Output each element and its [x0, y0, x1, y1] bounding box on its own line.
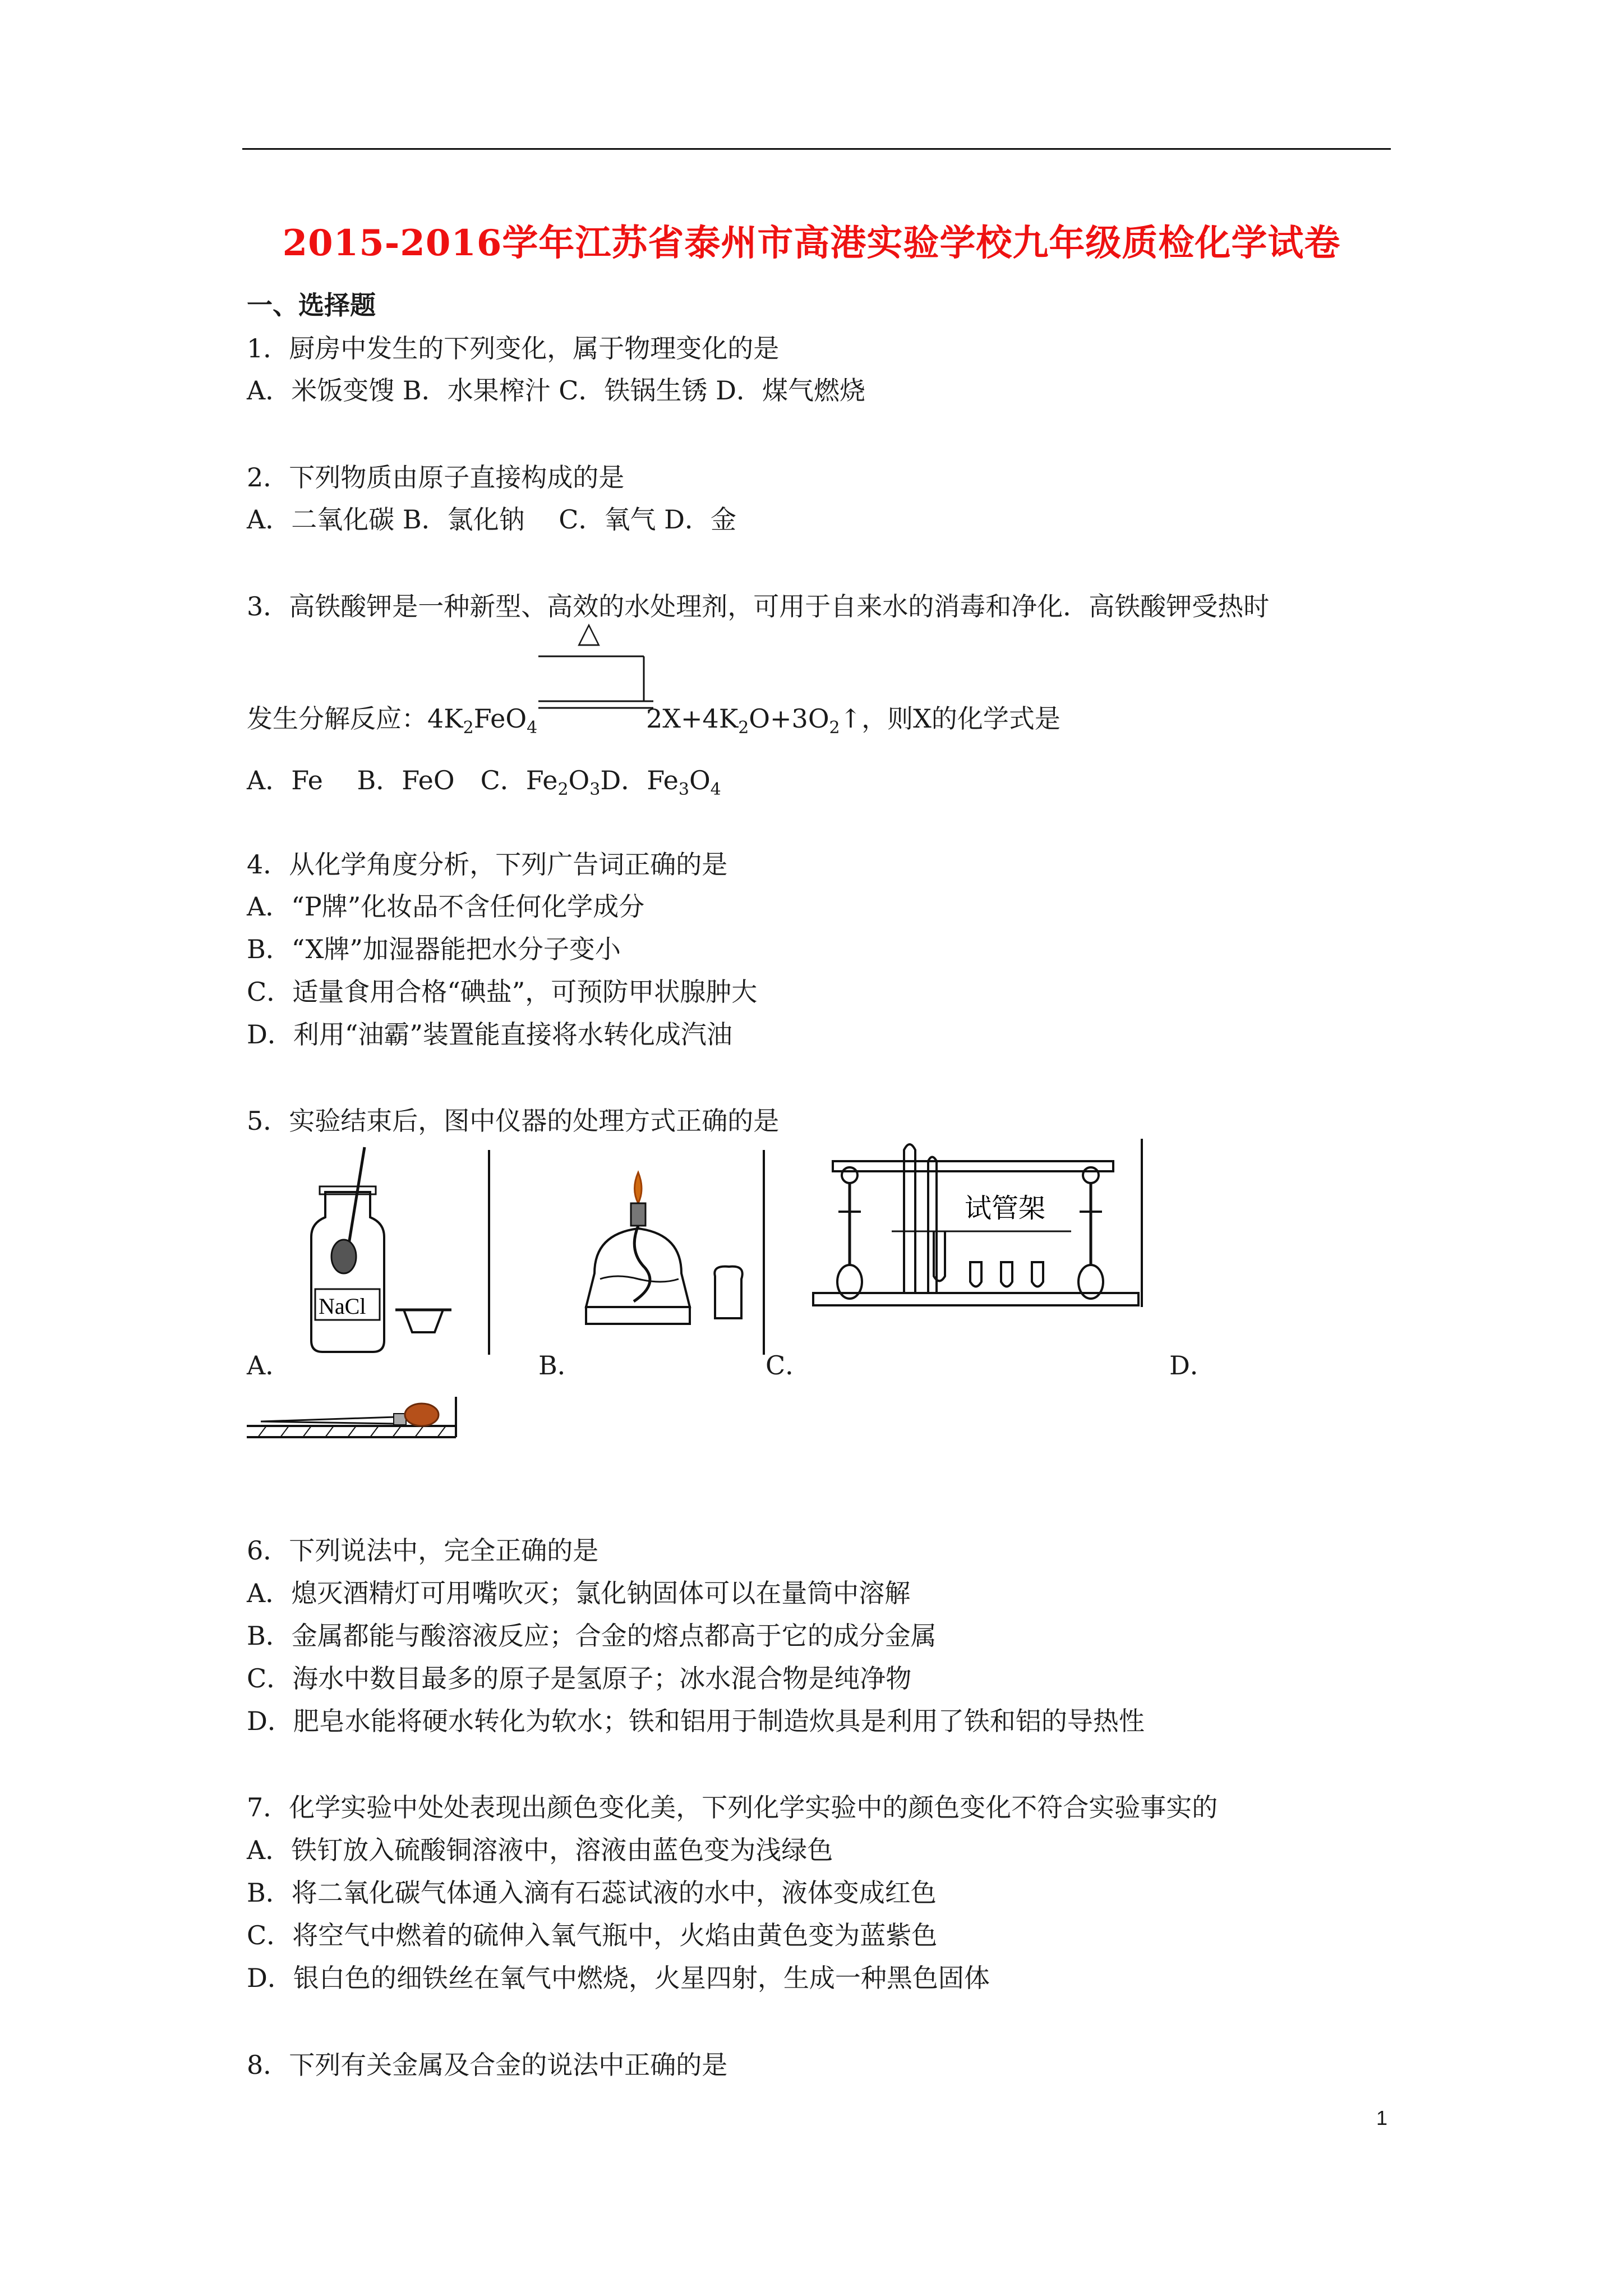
q6-option-c: C．海水中数目最多的原子是氢原子；冰水混合物是纯净物 [247, 1663, 912, 1694]
q6-option-a: A．熄灭酒精灯可用嘴吹灭；氯化钠固体可以在量筒中溶解 [247, 1578, 911, 1608]
page-title: 2015-2016学年江苏省泰州市高港实验学校九年级质检化学试卷 [282, 222, 1341, 264]
q1-stem: 1．厨房中发生的下列变化，属于物理变化的是 [247, 333, 780, 364]
q5-stem: 5．实验结束后，图中仪器的处理方式正确的是 [247, 1106, 780, 1136]
q7-option-c: C．将空气中燃着的硫伸入氧气瓶中，火焰由黄色变为蓝紫色 [247, 1920, 938, 1950]
q8-stem: 8．下列有关金属及合金的说法中正确的是 [247, 2050, 728, 2080]
q3-stem: 3．高铁酸钾是一种新型、高效的水处理剂，可用于自来水的消毒和净化．高铁酸钾受热时 [247, 591, 1270, 622]
q7-option-a: A．铁钉放入硫酸铜溶液中，溶液由蓝色变为浅绿色 [247, 1835, 833, 1865]
reaction-arrow-condition [538, 617, 662, 712]
q6-option-d: D．肥皂水能将硬水转化为软水；铁和铝用于制造炊具是利用了铁和铝的导热性 [247, 1706, 1145, 1736]
bottle-label: NaCl [319, 1294, 366, 1319]
q1-options: A．米饭变馊 B．水果榨汁 C．铁锅生锈 D．煤气燃烧 [247, 375, 865, 406]
q5-label-b: B． [538, 1350, 583, 1381]
q3-options: A．Fe B．FeO C．$Fe_2O_3D$．$Fe_3O_4$ [247, 765, 721, 799]
q3-equation: 发生分解反应：$4K_2FeO_4$ [247, 703, 538, 738]
figure-b-alcohol-lamp [561, 1139, 768, 1358]
q6-stem: 6．下列说法中，完全正确的是 [247, 1535, 599, 1566]
rack-label: 试管架 [965, 1193, 1046, 1224]
q4-option-a: A．“P牌”化妆品不含任何化学成分 [247, 891, 645, 922]
q5-label-d: D． [1169, 1350, 1216, 1381]
figure-a-reagent-bottle [280, 1139, 494, 1358]
q5-label-c: C． [766, 1350, 811, 1381]
q3-equation-products: $2X+4K_2O+3O_2↑$，则X的化学式是 [646, 703, 1061, 738]
q2-options: A．二氧化碳 B．氯化钠 C．氧气 D．金 [247, 504, 736, 535]
q6-option-b: B．金属都能与酸溶液反应；合金的熔点都高于它的成分金属 [247, 1621, 937, 1651]
q5-label-a: A． [247, 1350, 292, 1381]
q4-stem: 4．从化学角度分析，下列广告词正确的是 [247, 849, 728, 880]
section-heading: 一、选择题 [247, 290, 376, 320]
q7-stem: 7．化学实验中处处表现出颜色变化美，下列化学实验中的颜色变化不符合实验事实的 [247, 1792, 1218, 1823]
page-number: 1 [1376, 2106, 1388, 2129]
figure-d-dropper [247, 1397, 460, 1453]
q4-option-b: B．“X牌”加湿器能把水分子变小 [247, 934, 621, 964]
q7-option-b: B．将二氧化碳气体通入滴有石蕊试液的水中，液体变成红色 [247, 1878, 937, 1908]
q4-option-c: C．适量食用合格“碘盐”，可预防甲状腺肿大 [247, 977, 758, 1007]
q7-option-d: D．银白色的细铁丝在氧气中燃烧，火星四射，生成一种黑色固体 [247, 1963, 990, 1993]
q2-stem: 2．下列物质由原子直接构成的是 [247, 462, 625, 493]
figure-c-test-tube-rack [808, 1139, 1147, 1324]
header-rule [242, 148, 1391, 150]
q4-option-d: D．利用“油霸”装置能直接将水转化成汽油 [247, 1019, 732, 1050]
heat-symbol: △ [578, 616, 600, 650]
